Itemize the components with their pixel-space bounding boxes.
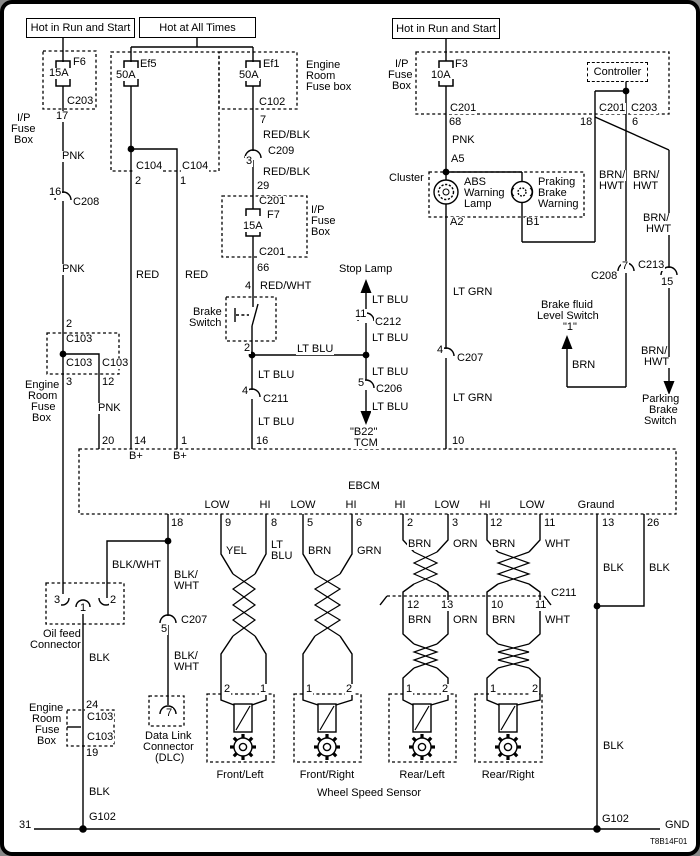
- wire-ltblu-sl2: LT BLU: [372, 332, 409, 344]
- wire-brn-rl2: BRN: [408, 614, 432, 626]
- wire-ltgrn-1: LT GRN: [453, 286, 493, 298]
- sensor-fr-label: Front/Right: [299, 769, 355, 781]
- conn-c209-pin: 3: [246, 155, 253, 167]
- pin-6: 6: [356, 517, 363, 529]
- conn-dlc-pin: 7: [166, 707, 173, 719]
- dlc-l1: Data Link: [145, 730, 192, 742]
- wire-brn-rr2: BRN: [492, 614, 516, 626]
- parking-brake-l2: Brake: [649, 404, 678, 416]
- wire-ebcm-18: [107, 514, 168, 705]
- fuse-f7-name: F7: [267, 209, 280, 221]
- pin-a2: A2: [450, 216, 464, 228]
- fuse-f7-rating: 15A: [243, 220, 263, 232]
- wire-yel: YEL: [226, 545, 247, 557]
- pin-rr-2: 2: [532, 683, 539, 695]
- wire-brnhwt-2b: HWT: [633, 180, 659, 192]
- power-source-hot-all-times: Hot at All Times: [139, 17, 256, 38]
- wire-blkwht-3a: BLK/: [174, 650, 198, 662]
- wire-pnk-2: PNK: [62, 263, 85, 275]
- sensor-fl-label: Front/Left: [216, 769, 264, 781]
- pin-26: 26: [647, 517, 660, 529]
- wire-brnhwt-3b: HWT: [646, 223, 672, 235]
- ip-fusebox-3-l1: I/P: [395, 58, 409, 70]
- wire-redblk-1: RED/BLK: [263, 129, 311, 141]
- abs-warning-lamp-icon: [434, 180, 458, 204]
- brake-switch-outline: [226, 297, 276, 341]
- conn-c207b-pin: 5: [161, 623, 168, 635]
- pin-7-c102: 7: [260, 114, 267, 126]
- ip-fusebox-1-l1: I/P: [17, 112, 31, 124]
- wire-wht-rr1: WHT: [545, 538, 571, 550]
- pin-fl-2: 2: [224, 683, 231, 695]
- ebcm-hi-4: HI: [479, 499, 491, 511]
- wire-grn-fr: GRN: [357, 545, 382, 557]
- fuse-f3-rating: 10A: [431, 69, 451, 81]
- doc-number: T8B14F01: [650, 837, 688, 846]
- wire-brnhwt-1b: HWT: [599, 180, 625, 192]
- tcm-arrow-icon: [361, 411, 372, 425]
- ip-fusebox-3-l3: Box: [392, 80, 411, 92]
- conn-c103-e: C103: [87, 731, 114, 743]
- engine-room-fusebox-1-l1: Engine: [25, 379, 60, 391]
- ebcm-low-1: LOW: [204, 499, 230, 511]
- conn-c201-ctrl: C201: [599, 102, 626, 114]
- conn-c208-name: C208: [73, 196, 100, 208]
- wire-ltblu-h: LT BLU: [297, 343, 334, 355]
- wire-brn-rr1: BRN: [492, 538, 516, 550]
- conn-c103-c: C103: [102, 357, 129, 369]
- engine-room-fusebox-2-l3: Fuse box: [306, 81, 352, 93]
- conn-c211a-name: C211: [263, 393, 289, 405]
- brake-fluid-l2: Level Switch: [537, 310, 599, 322]
- ebcm-hi-1: HI: [259, 499, 271, 511]
- wire-red-1: RED: [136, 269, 160, 281]
- wire-orn-rl2: ORN: [453, 614, 478, 626]
- pin-3-c103: 3: [66, 376, 73, 388]
- wire-ltblu-16b: LT BLU: [258, 416, 295, 428]
- wire-fl: [221, 514, 266, 705]
- pin-12-c103: 12: [102, 376, 115, 388]
- wire-blkwht-2b: WHT: [174, 580, 200, 592]
- conn-c103-a: C103: [66, 333, 93, 345]
- brake-fluid-l3: "1": [563, 321, 577, 333]
- fuse-f6-name: F6: [73, 56, 86, 68]
- sensor-rr-label: Rear/Right: [481, 769, 535, 781]
- conn-c211b-pin13: 13: [441, 599, 454, 611]
- oil-conn-pin3: 3: [54, 594, 61, 606]
- ip-fusebox-3-l2: Fuse: [388, 69, 413, 81]
- cluster-label: Cluster: [389, 172, 424, 184]
- pin-10-ebcm: 10: [452, 435, 465, 447]
- wire-ef5-red: [131, 86, 177, 449]
- pin-14-ebcm: 14: [134, 435, 147, 447]
- oil-feed-l2: Connector: [30, 639, 81, 651]
- pin-2-c104: 2: [135, 175, 142, 187]
- oil-feed-l1: Oil feed: [43, 628, 81, 640]
- ip-fusebox-1-l2: Fuse: [11, 123, 36, 135]
- parking-brake-warning-icon: [512, 182, 533, 203]
- wire-ltblu-fl-b: BLU: [271, 550, 293, 562]
- engine-room-fusebox-1-l2: Room: [28, 390, 58, 402]
- engine-room-fusebox-3-l1: Engine: [29, 702, 64, 714]
- wire-wht-rr2: WHT: [545, 614, 571, 626]
- twisted-pair-wires: [233, 552, 529, 668]
- wire-brn-fr: BRN: [308, 545, 332, 557]
- wire-pnk-1: PNK: [62, 150, 85, 162]
- wire-redblk-2: RED/BLK: [263, 166, 311, 178]
- wire-ltblu-fl-a: LT: [271, 539, 284, 551]
- fuse-ef5-rating: 50A: [116, 69, 136, 81]
- pin-66: 66: [257, 262, 270, 274]
- wire-brn-bf: BRN: [572, 359, 596, 371]
- conn-c203-ctrl: C203: [631, 102, 658, 114]
- pin-31: 31: [19, 819, 32, 831]
- wire-fr: [303, 514, 352, 705]
- oil-conn-pin2: 2: [110, 594, 117, 606]
- pin-fr-1: 1: [306, 683, 313, 695]
- conn-c211b-pin11: 11: [535, 599, 547, 611]
- pin-fl-1: 1: [260, 683, 267, 695]
- pin-a5: A5: [451, 153, 465, 165]
- wire-ltgrn-2: LT GRN: [453, 392, 493, 404]
- pin-20-ebcm: 20: [102, 435, 115, 447]
- pin-16-ebcm: 16: [256, 435, 269, 447]
- wire-redwht: RED/WHT: [260, 280, 312, 292]
- wire-pnk-4: PNK: [452, 134, 475, 146]
- fuse-ef1-name: Ef1: [263, 58, 280, 70]
- conn-c208b-name: C208: [591, 270, 618, 282]
- pin-rl-2: 2: [442, 683, 449, 695]
- pin-1-ebcm: 1: [181, 435, 188, 447]
- ebcm-title: EBCM: [348, 480, 380, 492]
- fuse-f6-rating: 15A: [49, 67, 69, 79]
- wire-pnk-3: PNK: [98, 402, 121, 414]
- ebcm-low-4: LOW: [519, 499, 545, 511]
- pin-8: 8: [271, 517, 278, 529]
- wire-ltblu-tcm1: LT BLU: [372, 366, 409, 378]
- conn-c209-name: C209: [268, 145, 295, 157]
- pin-29: 29: [257, 180, 270, 192]
- engine-room-fusebox-2-l2: Room: [306, 70, 336, 82]
- stop-lamp-arrow-icon: [361, 279, 372, 293]
- engine-room-fusebox-1-l3: Fuse: [31, 401, 56, 413]
- conn-c213-name: C213: [638, 259, 665, 271]
- pin-3: 3: [452, 517, 459, 529]
- bplus-2: B+: [173, 450, 187, 462]
- bplus-1: B+: [129, 450, 143, 462]
- pin-4-brake: 4: [245, 280, 252, 292]
- oil-conn-pin1: 1: [80, 602, 87, 614]
- brake-warn-l2: Brake: [538, 187, 567, 199]
- pin-17: 17: [56, 110, 69, 122]
- pin-2-c103: 2: [66, 318, 73, 330]
- conn-c208-pin: 16: [49, 186, 62, 198]
- dlc-l3: (DLC): [155, 752, 185, 764]
- pin-18-low: 18: [171, 517, 184, 529]
- brake-switch-l1: Brake: [193, 306, 222, 318]
- pin-24: 24: [86, 699, 99, 711]
- engine-room-fusebox-1-l4: Box: [32, 412, 51, 424]
- wire-brnhwt-3a: BRN/: [643, 212, 670, 224]
- conn-c201-f7-bottom: C201: [259, 246, 286, 258]
- pin-rl-1: 1: [406, 683, 413, 695]
- engine-room-fusebox-3-l4: Box: [37, 735, 56, 747]
- wire-ltblu-16a: LT BLU: [258, 369, 295, 381]
- wire-brn-rl1: BRN: [408, 538, 432, 550]
- pin-rr-1: 1: [490, 683, 497, 695]
- abs-lamp-l2: Warning: [464, 187, 505, 199]
- ebcm-hi-3: HI: [394, 499, 406, 511]
- conn-c211b-pin12: 12: [407, 599, 420, 611]
- brake-switch-l2: Switch: [189, 317, 222, 329]
- conn-c207b-icon: [160, 615, 176, 623]
- conn-c206-pin: 5: [358, 377, 365, 389]
- tcm-l1: "B22": [350, 426, 378, 438]
- conn-c211b-name: C211: [551, 587, 577, 599]
- fuse-f3-name: F3: [455, 58, 468, 70]
- wire-blk-1: BLK: [89, 652, 110, 664]
- pin-12: 12: [490, 517, 503, 529]
- conn-c201-f7-top: C201: [259, 195, 286, 207]
- pin-11: 11: [544, 517, 556, 529]
- ip-fusebox-2-l3: Box: [311, 226, 330, 238]
- wire-blkwht-2a: BLK/: [174, 569, 198, 581]
- conn-c211b-pin10: 10: [491, 599, 504, 611]
- brake-warn-l1: Praking: [538, 176, 576, 188]
- fuse-ef5-name: Ef5: [140, 58, 157, 70]
- pin-18-ctrl: 18: [580, 116, 593, 128]
- conn-c104-b: C104: [182, 160, 209, 172]
- ground-g102-right: G102: [602, 813, 629, 825]
- conn-c102: C102: [259, 96, 286, 108]
- conn-c207a-name: C207: [457, 352, 484, 364]
- conn-c213-pin: 15: [661, 276, 674, 288]
- stop-lamp-label: Stop Lamp: [339, 263, 393, 275]
- power-source-hot-run-start-1: Hot in Run and Start: [26, 18, 135, 38]
- sensor-rl-label: Rear/Left: [399, 769, 445, 781]
- ebcm-low-2: LOW: [290, 499, 316, 511]
- engine-room-fusebox-3-l2: Room: [32, 713, 62, 725]
- power-source-hot-run-start-2: Hot in Run and Start: [392, 18, 500, 39]
- ground-g102-left: G102: [89, 811, 116, 823]
- ebcm-ground: Graund: [577, 499, 615, 511]
- pin-9: 9: [225, 517, 232, 529]
- wire-ltblu-tcm2: LT BLU: [372, 401, 409, 413]
- wire-blk-2: BLK: [89, 786, 110, 798]
- pin-1-c104: 1: [180, 175, 187, 187]
- wire-blk-3: BLK: [603, 562, 624, 574]
- wire-brnhwt-4b: HWT: [644, 356, 670, 368]
- wheel-speed-sensor-label: Wheel Speed Sensor: [317, 787, 421, 799]
- pin-b1: B1: [526, 216, 540, 228]
- conn-c208b-pin: 7: [622, 260, 629, 272]
- brake-warn-l3: Warning: [538, 198, 579, 210]
- ip-fusebox-1-l3: Box: [14, 134, 33, 146]
- wire-blk-5: BLK: [603, 740, 624, 752]
- pin-2-brake: 2: [244, 342, 251, 354]
- controller-box: Controller: [587, 62, 648, 82]
- wire-blkwht-1: BLK/WHT: [112, 559, 161, 571]
- ip-fusebox-2-l1: I/P: [311, 204, 325, 216]
- pin-68: 68: [449, 116, 462, 128]
- pin-2: 2: [407, 517, 414, 529]
- wire-ltblu-sl1: LT BLU: [372, 294, 409, 306]
- conn-c207a-pin: 4: [437, 344, 444, 356]
- conn-c103-d: C103: [87, 711, 114, 723]
- pin-13: 13: [602, 517, 615, 529]
- wire-orn-rl1: ORN: [453, 538, 478, 550]
- wire-brnhwt-4a: BRN/: [641, 345, 668, 357]
- conn-c211a-pin: 4: [242, 385, 249, 397]
- engine-room-fusebox-3-l3: Fuse: [35, 724, 60, 736]
- tcm-l2: TCM: [354, 437, 378, 449]
- wire-ef1-f7-brake: [252, 86, 253, 449]
- dlc-l2: Connector: [143, 741, 194, 753]
- abs-lamp-l1: ABS: [464, 176, 487, 188]
- wire-blk-4: BLK: [649, 562, 670, 574]
- ebcm-low-3: LOW: [434, 499, 460, 511]
- wire-brnhwt-1a: BRN/: [599, 169, 626, 181]
- brake-fluid-arrow-icon: [562, 335, 573, 349]
- wire-brnhwt-2a: BRN/: [633, 169, 660, 181]
- engine-room-fusebox-2-l1: Engine: [306, 59, 341, 71]
- ground-gnd: GND: [665, 819, 690, 831]
- conn-c103-b: C103: [66, 357, 93, 369]
- ebcm-hi-2: HI: [345, 499, 357, 511]
- conn-c104-a: C104: [136, 160, 163, 172]
- conn-c201-f3: C201: [450, 102, 477, 114]
- dashed-component-boxes: [43, 51, 676, 762]
- parking-brake-l1: Parking: [642, 393, 680, 405]
- wire-blkwht-3b: WHT: [174, 661, 200, 673]
- pin-6-ctrl: 6: [632, 116, 639, 128]
- ip-fusebox-2-l2: Fuse: [311, 215, 336, 227]
- wire-f3-cluster: [446, 39, 626, 449]
- pin-19: 19: [86, 747, 99, 759]
- wire-red-2: RED: [185, 269, 209, 281]
- conn-c206-name: C206: [376, 383, 403, 395]
- brake-switch-icon: [235, 304, 258, 326]
- parking-brake-l3: Switch: [644, 415, 677, 427]
- fuse-ef1-rating: 50A: [239, 69, 259, 81]
- conn-c207b-name: C207: [181, 614, 208, 626]
- wire-parking-brake: [595, 117, 669, 382]
- conn-c212-pin: 11: [355, 308, 367, 320]
- conn-c212-name: C212: [375, 316, 402, 328]
- brake-fluid-l1: Brake fluid: [541, 299, 593, 311]
- pin-fr-2: 2: [346, 683, 353, 695]
- conn-c203-top: C203: [67, 95, 94, 107]
- abs-lamp-l3: Lamp: [464, 198, 492, 210]
- pin-5: 5: [307, 517, 314, 529]
